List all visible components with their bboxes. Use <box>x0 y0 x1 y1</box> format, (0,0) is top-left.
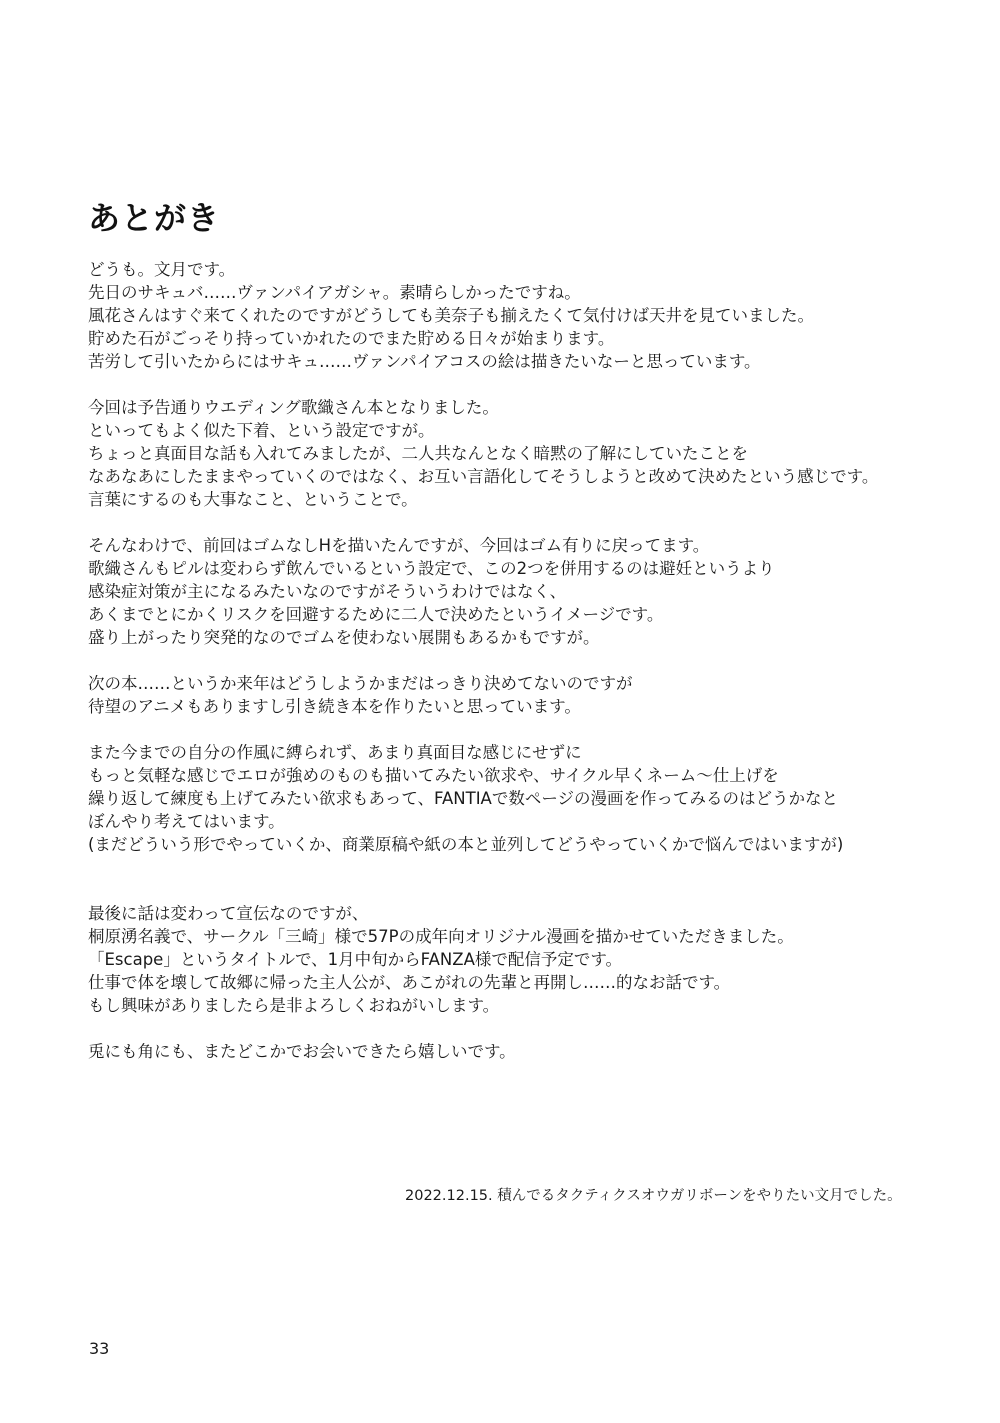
text-line: 感染症対策が主になるみたいなのですがそういうわけではなく、 <box>88 582 567 601</box>
text-line: といってもよく似た下着、という設定ですが。 <box>88 421 435 440</box>
text-line: 貯めた石がごっそり持っていかれたのでまた貯める日々が始まります。 <box>88 329 615 348</box>
text-line: 桐原湧名義で、サークル「三崎」様で57Pの成年向オリジナル漫画を描かせていただきました。 <box>88 927 794 946</box>
text-line: 繰り返して練度も上げてみたい欲求もあって、FANTIAで数ページの漫画を作ってみるのはどうかなと <box>88 789 839 808</box>
text-line: (まだどういう形でやっていくか、商業原稿や紙の本と並列してどうやっていくかで悩んではいますが) <box>88 835 844 854</box>
paragraph-1 <box>88 258 928 373</box>
paragraph-4 <box>88 672 928 718</box>
text-line: どうも。文月です。 <box>88 260 236 279</box>
text-line: あくまでとにかくリスクを回避するために二人で決めたというイメージです。 <box>88 605 664 624</box>
text-line: 待望のアニメもありますし引き続き本を作りたいと思っています。 <box>88 697 581 716</box>
paragraph-2 <box>88 396 928 511</box>
page-title: あとがき <box>88 199 221 237</box>
text-line: また今までの自分の作風に縛られず、あまり真面目な感じにせずに <box>88 743 582 762</box>
page-number: 33 <box>89 1339 110 1358</box>
text-line: ちょっと真面目な話も入れてみましたが、二人共なんとなく暗黙の了解にしていたことを <box>88 444 748 463</box>
text-line: 兎にも角にも、またどこかでお会いできたら嬉しいです。 <box>88 1042 516 1061</box>
paragraph-5 <box>88 741 928 856</box>
text-line: 歌織さんもピルは変わらず飲んでいるという設定で、この2つを併用するのは避妊というより <box>88 559 775 578</box>
text-line: もし興味がありましたら是非よろしくおねがいします。 <box>88 996 500 1015</box>
text-line: 最後に話は変わって宣伝なのですが、 <box>88 904 369 923</box>
text-line: なあなあにしたままやっていくのではなく、お互い言語化してそうしようと改めて決めたという感じです。 <box>88 467 879 486</box>
text-line: 先日のサキュバ……ヴァンパイアガシャ。素晴らしかったですね。 <box>88 283 581 302</box>
afterword-body <box>88 258 928 1086</box>
text-line: そんなわけで、前回はゴムなしHを描いたんですが、今回はゴム有りに戻ってます。 <box>88 536 710 555</box>
text-line: 次の本……というか来年はどうしようかまだはっきり決めてないのですが <box>88 674 633 693</box>
paragraph-7 <box>88 1040 928 1063</box>
text-line: 今回は予告通りウエディング歌織さん本となりました。 <box>88 398 499 417</box>
text-line: 「Escape」というタイトルで、1月中旬からFANZA様で配信予定です。 <box>88 950 623 969</box>
text-line: もっと気軽な感じでエロが強めのものも描いてみたい欲求や、サイクル早くネーム〜仕上げを <box>88 766 779 785</box>
paragraph-3 <box>88 534 928 649</box>
text-line: 仕事で体を壊して故郷に帰った主人公が、あこがれの先輩と再開し……的なお話です。 <box>88 973 731 992</box>
date-signature: 2022.12.15. 積んでるタクティクスオウガリボーンをやりたい文月でした。 <box>405 1188 902 1204</box>
text-line: 苦労して引いたからにはサキュ……ヴァンパイアコスの絵は描きたいなーと思っています。 <box>88 352 761 371</box>
text-line: 言葉にするのも大事なこと、ということで。 <box>88 490 418 509</box>
text-line: ぼんやり考えてはいます。 <box>88 812 285 831</box>
paragraph-6 <box>88 902 928 1017</box>
text-line: 風花さんはすぐ来てくれたのですがどうしても美奈子も揃えたくて気付けば天井を見ていました。 <box>88 306 814 325</box>
text-line: 盛り上がったり突発的なのでゴムを使わない展開もあるかもですが。 <box>88 628 600 647</box>
